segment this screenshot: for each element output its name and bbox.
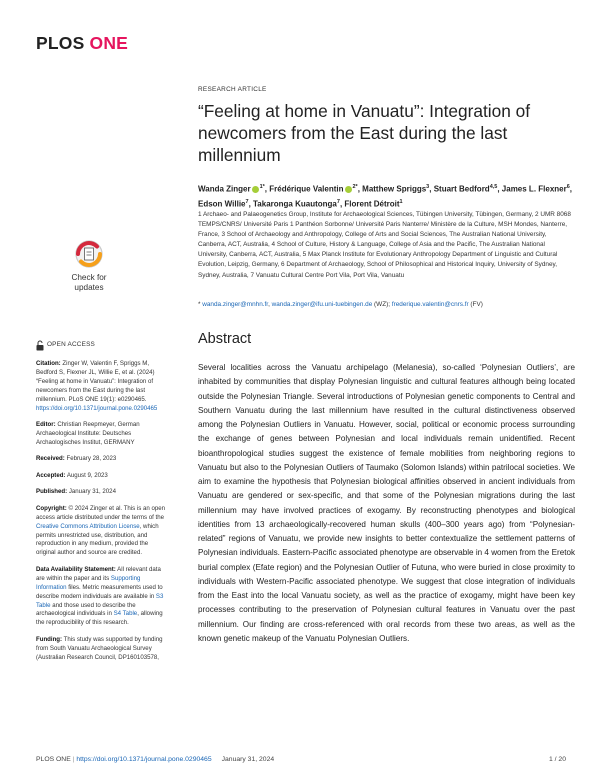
author-list: Wanda Zinger $^{1*}$, Frédérique Valentin $^{2*}$, Matthew Spriggs$^3$, Stuart Bedford$^{4,5}$, James L. Flexner$^6$, Edson Willie$^7$, Takaronga Kuautonga$^7$, Florent Détroit$^1$ (198, 184, 573, 209)
editor-text: Christian Reepmeyer, German Archaeological Institute: Deutsches Archaologisches Institut, GERMANY (36, 421, 140, 446)
correspondence-initials: (WZ); (372, 301, 392, 308)
abstract-heading: Abstract (198, 331, 252, 347)
supporting-information-link[interactable]: Supporting Information (36, 574, 141, 591)
badge-line2: updates (74, 283, 104, 292)
author-name[interactable]: Wanda Zinger (198, 184, 251, 194)
author-affiliation-marker: 3 (426, 184, 430, 190)
citation-label: Citation: (36, 360, 61, 367)
author-name[interactable]: Edson Willie (198, 199, 246, 209)
affiliations: 1 Archaeo- and Palaeogenetics Group, Institute for Archaeological Sciences, Tübingen University, Tübingen, Germany, 2 UMR 8068 TEMPS/CNRS/ Université Paris 1 Panthéon Sorbonne/ Université Paris Nanterre/ Ministère de la Culture, MSH Mondes, Nanterre, France, 3 School of Archaeology and Anthropology, College of Arts and Social Sciences, The Australian National University, Canberra, ACT, Australia, 4 School of Culture, History & Language, College of Asia and the Pacific, The Australian National University, Canberra, ACT, Australia, 5 Max Planck Institute for Evolutionary Anthropology Department of Linguistic and Cultural Evolution, Leipzig, Germany, 6 Department of Archaeology, School of Philosophical and Historical Inquiry, University of Sydney, Sydney, Australia, 7 Vanuatu Cultural Centre Port Vila, Port Vila, Vanuatu (198, 211, 571, 279)
citation-text: Zinger W, Valentin F, Spriggs M, Bedford S, Flexner JL, Willie E, et al. (2024) “Feeling at home in Vanuatu”: Integration of newcomers from the East during the last millennium. PLoS ONE 19(1): e0290465. (36, 360, 155, 403)
editor-label: Editor: (36, 421, 56, 429)
published-value: January 31, 2024 (68, 488, 116, 496)
email-link[interactable]: wanda.zinger@mnhn.fr (202, 301, 269, 308)
footer-separator: | (70, 756, 77, 763)
page-footer (36, 756, 566, 763)
funding-label: Funding: (36, 635, 63, 643)
author-affiliation-marker: 6 (566, 184, 570, 190)
correspondence-initials: (FV) (468, 301, 483, 308)
footer-date: January 31, 2024 (221, 756, 275, 763)
abstract-text: Several localities across the Vanuatu archipelago (Melanesia), so-called ‘Polynesian Outliers’, are inhabited by communities that display Polynesian linguistic and cultural features although being located outside the Polynesian Triangle. Several introductions of Polynesian genetic components to Central and Southern Vanuatu during the last millennium have resulted in the cultural distinctiveness observed among the Polynesian Outliers in Vanuatu. However, social, political or economic process surrounding the exchange of genes between Polynesian and local individuals remain unidentified. Recent bioanthropological studies suggest the existence of female mobilities from neighboring regions to Vanuatu but also to the Polynesian Outliers of Taumako (Solomon Islands) within patrilocal societies. We aim to examine the hypothesis that Polynesian biological affinities observed in ancient individuals from Vanuatu are gendered or sex-specific, and that some of the Polynesian migrations during the last millennium may have involved practices of exogamy. By reconstructing phenotypes and biological identities from 13 archaeologically-recovered human skulls (400–300 years ago) from “Polynesian-related” regions of Vanuatu, we provide new insights to better contextualize the settlement patterns of Polynesian individuals. Eastern-Pacific associated phenotype are observable in 4 women from the Eretok burial complex (Efate region) and the Polynesian Outlier of Futuna, who were buried in close proximity to individuals with Western-Pacific associated phenotype. We suggest that close integration of individuals from the East into the local Vanuatu society, as well as the practice of exogamy, might have been key processes contributing to the preservation of Polynesian cultural features in Vanuatu over the past millennium. Our finding are cross-referenced with oral records from these two areas, as well as the known genetic makeup of the Vanuatu Polynesian Outliers. (198, 363, 575, 643)
author-affiliation-marker: 7 (336, 198, 340, 205)
accepted-value: August 9, 2023 (66, 471, 108, 479)
footer-doi-link[interactable]: https://doi.org/10.1371/journal.pone.0290465 (76, 756, 212, 763)
article-type: RESEARCH ARTICLE (198, 86, 267, 93)
check-for-updates-icon (62, 238, 116, 294)
data-availability-text: files. Metric measurements used to describe modern individuals are available in (36, 583, 163, 600)
license-link[interactable]: Creative Commons Attribution License (36, 522, 140, 530)
author-affiliation-marker: 2* (352, 184, 358, 190)
data-availability-text: All relevant data are within the paper and its (36, 565, 161, 582)
copyright-label: Copyright: (36, 504, 67, 512)
received-label: Received: (36, 455, 65, 463)
s3-table-link[interactable]: S3 Table (36, 592, 164, 609)
article-title: “Feeling at home in Vanuatu”: Integration of newcomers from the East during the last millennium (198, 101, 531, 165)
published-date (36, 488, 168, 497)
data-availability-text: and those used to describe the archaeological individuals in (36, 601, 136, 618)
received-date (36, 455, 168, 464)
author-name[interactable]: Florent Détroit (344, 199, 400, 209)
correspondence (198, 301, 573, 308)
funding (36, 636, 168, 663)
separator: , (268, 301, 272, 308)
footer-left (36, 756, 274, 763)
journal-logo (36, 33, 128, 54)
published-label: Published: (36, 488, 68, 496)
accepted-label: Accepted: (36, 471, 66, 479)
article-metadata-sidebar (36, 340, 168, 670)
author-affiliation-marker: 7 (245, 198, 249, 205)
author-name[interactable]: Frédérique Valentin (269, 184, 344, 194)
badge-line1: Check for (71, 273, 107, 282)
data-availability-text: , allowing the reproducibility of this research. (36, 610, 163, 627)
check-for-updates-badge[interactable] (62, 238, 116, 294)
author-affiliation-marker: 1* (259, 184, 265, 190)
copyright-text: , which permits unrestricted use, distribution, and reproduction in any medium, provided the original author and source are credited. (36, 522, 159, 557)
citation (36, 360, 168, 413)
s4-table-link[interactable]: S4 Table (113, 610, 138, 618)
editor (36, 421, 168, 448)
copyright-text: © 2024 Zinger et al. This is an open access article distributed under the terms of the (36, 504, 166, 521)
accepted-date (36, 472, 168, 481)
citation-doi-link[interactable]: https://doi.org/10.1371/journal.pone.0290465 (36, 404, 158, 412)
data-availability-label: Data Availability Statement: (36, 565, 116, 573)
author-affiliation-marker: 1 (399, 198, 403, 205)
funding-text: This study was supported by funding from South Vanuatu Archaeological Survey (Australian Research Council, DP160103578, (36, 635, 163, 661)
journal-logo-plos: PLOS (36, 33, 85, 53)
author-name[interactable]: Takaronga Kuautonga (253, 199, 337, 209)
open-lock-icon (36, 340, 44, 351)
copyright (36, 505, 168, 558)
data-availability (36, 566, 168, 628)
journal-logo-one: ONE (89, 33, 129, 53)
orcid-icon[interactable] (252, 186, 259, 193)
page-number: 1 / 20 (548, 756, 566, 763)
open-access-label (36, 340, 168, 351)
orcid-icon[interactable] (345, 186, 352, 193)
author-name[interactable]: Stuart Bedford (433, 184, 490, 194)
author-name[interactable]: James L. Flexner (501, 184, 567, 194)
footer-journal: PLOS ONE (36, 756, 71, 763)
received-value: February 28, 2023 (66, 455, 117, 463)
email-link[interactable]: frederique.valentin@cnrs.fr (391, 301, 469, 308)
email-link[interactable]: wanda.zinger@ifu.uni-tuebingen.de (271, 301, 373, 308)
open-access-text: OPEN ACCESS (47, 341, 96, 349)
author-name[interactable]: Matthew Spriggs (362, 184, 427, 194)
author-affiliation-marker: 4,5 (489, 184, 498, 190)
correspondence-marker: * (198, 301, 203, 308)
